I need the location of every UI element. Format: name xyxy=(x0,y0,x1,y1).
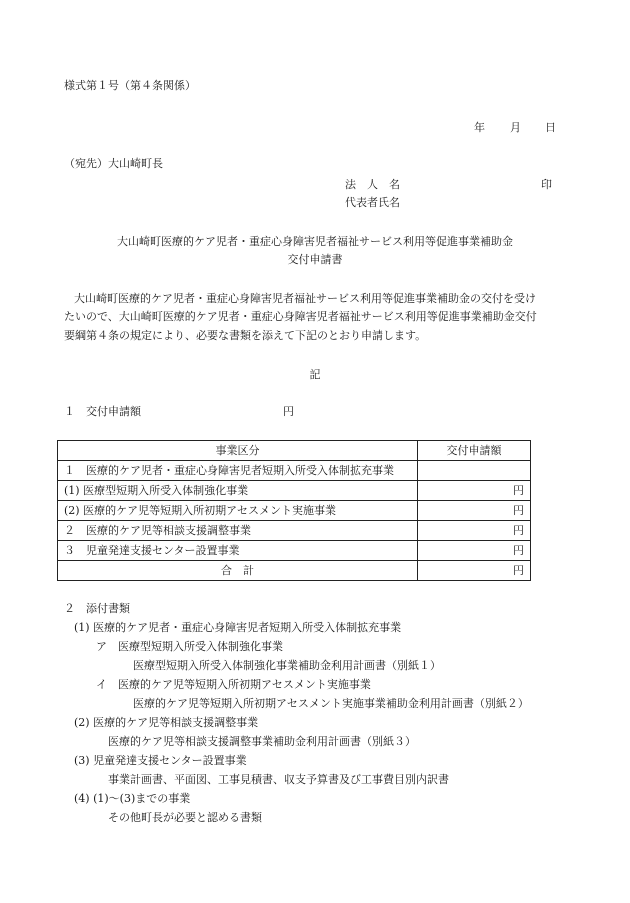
attachment-line: ア 医療型短期入所受入体制強化事業 xyxy=(96,640,283,653)
table-row xyxy=(58,541,531,561)
attachment-line: (2) 医療的ケア児等相談支援調整事業 xyxy=(74,716,259,729)
attachment-line: (4) (1)～(3)までの事業 xyxy=(74,792,191,805)
addressee: （宛先）大山崎町長 xyxy=(64,157,163,170)
table-cell-label: ３ 児童発達支援センター設置事業 xyxy=(58,541,418,561)
table-cell-label: (2) 医療的ケア児等短期入所初期アセスメント実施事業 xyxy=(58,501,418,521)
table-cell-amount xyxy=(418,461,531,481)
table-cell-label: (1) 医療型短期入所受入体制強化事業 xyxy=(58,481,418,501)
table-row xyxy=(58,501,531,521)
table-row xyxy=(58,481,531,501)
table-header-cell: 交付申請額 xyxy=(418,441,531,461)
section1-unit: 円 xyxy=(283,405,294,418)
attachment-line: (1) 医療的ケア児者・重症心身障害児者短期入所受入体制拡充事業 xyxy=(74,621,402,634)
date-year-label: 年 xyxy=(474,121,485,134)
table-cell-amount: 円 xyxy=(418,541,531,561)
doc-title-line2: 交付申請書 xyxy=(287,253,343,266)
table-header-row xyxy=(58,441,531,461)
form-number: 様式第１号（第４条関係） xyxy=(64,79,196,92)
body-line-2: たいので、大山崎町医療的ケア児者・重症心身障害児者福祉サービス利用等促進事業補助金交付 xyxy=(64,310,537,323)
table-cell-label: １ 医療的ケア児者・重症心身障害児者短期入所受入体制拡充事業 xyxy=(58,461,418,481)
table-cell-amount: 円 xyxy=(418,521,531,541)
date-day-label: 日 xyxy=(545,121,556,134)
table-cell-amount: 円 xyxy=(418,481,531,501)
table-cell-total-label: 合 計 xyxy=(58,561,418,581)
ki-mark: 記 xyxy=(309,368,321,381)
table-header-cell: 事業区分 xyxy=(58,441,418,461)
table-row xyxy=(58,521,531,541)
section1-label: １ 交付申請額 xyxy=(64,405,141,418)
attachment-line: (3) 児童発達支援センター設置事業 xyxy=(74,754,247,767)
attachment-line: 医療型短期入所受入体制強化事業補助金利用計画書（別紙１） xyxy=(133,659,441,672)
table-total-row xyxy=(58,561,531,581)
attachment-line: イ 医療的ケア児等短期入所初期アセスメント実施事業 xyxy=(96,678,371,691)
corp-name-label: 法 人 名 xyxy=(345,178,400,191)
representative-label: 代表者氏名 xyxy=(345,196,400,209)
table-cell-label: ２ 医療的ケア児等相談支援調整事業 xyxy=(58,521,418,541)
table-row xyxy=(58,461,531,481)
body-line-1: 大山崎町医療的ケア児者・重症心身障害児者福祉サービス利用等促進事業補助金の交付を受け xyxy=(74,292,536,305)
seal-mark: 印 xyxy=(541,178,552,191)
attachment-line: 医療的ケア児等短期入所初期アセスメント実施事業補助金利用計画書（別紙２） xyxy=(133,697,529,710)
body-line-3: 要綱第４条の規定により、必要な書類を添えて下記のとおり申請します。 xyxy=(64,329,427,342)
table-cell-amount: 円 xyxy=(418,561,531,581)
application-table xyxy=(57,440,531,581)
section2-label: ２ 添付書類 xyxy=(64,602,130,615)
table-cell-amount: 円 xyxy=(418,501,531,521)
doc-title-line1: 大山崎町医療的ケア児者・重症心身障害児者福祉サービス利用等促進事業補助金 xyxy=(117,235,513,248)
date-month-label: 月 xyxy=(510,121,521,134)
attachment-line: 医療的ケア児等相談支援調整事業補助金利用計画書（別紙３） xyxy=(108,735,416,748)
attachment-line: その他町長が必要と認める書類 xyxy=(108,811,262,824)
attachment-line: 事業計画書、平面図、工事見積書、収支予算書及び工事費目別内訳書 xyxy=(108,773,449,786)
